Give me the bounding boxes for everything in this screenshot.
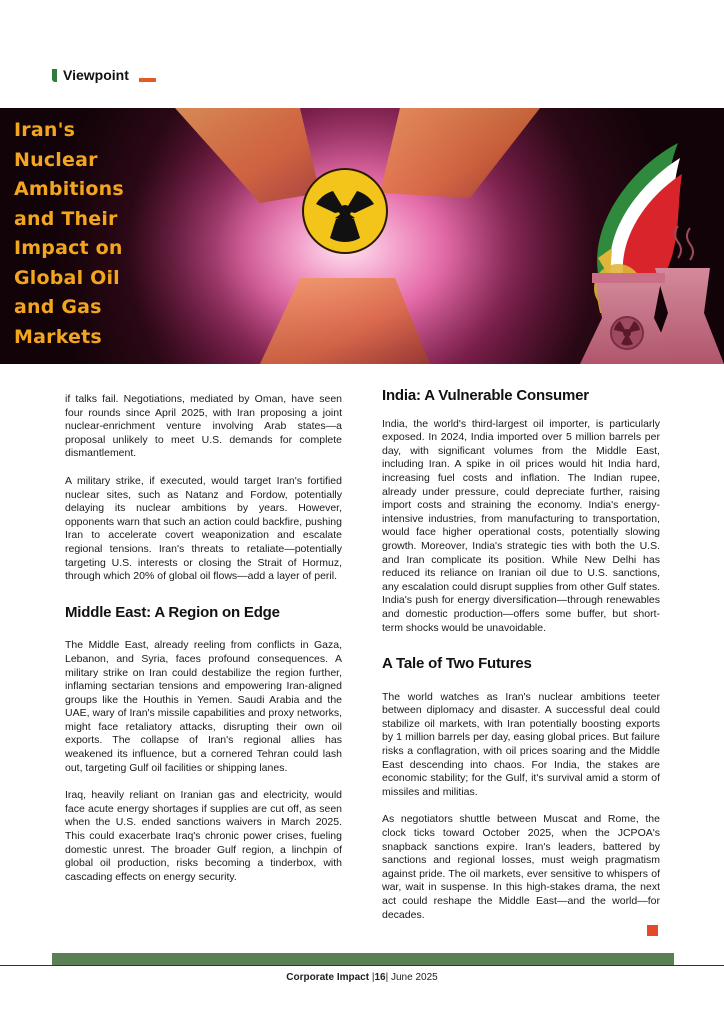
- radiation-icon: [303, 169, 387, 253]
- heading-futures: A Tale of Two Futures: [382, 655, 532, 673]
- article-end-mark: [647, 925, 658, 936]
- publication-name: Corporate Impact: [286, 972, 370, 983]
- article-column-left: [65, 393, 342, 898]
- paragraph: A military strike, if executed, would target Iran's fortified nuclear sites, such as Natanz and Fordow, potentially delaying its nuclear ambitions by years. However, opponents warn that such an action could backfire, pushing Iran to accelerate covert weaponization and escalate regional tensions. Iran's threats to retaliate—potentially targeting U.S. interests or closing the Strait of Hormuz, through which 20% of global oil flows—add a layer of peril.: [65, 474, 342, 583]
- article-title: Iran's Nuclear Ambitions and Their Impact on Global Oil and Gas Markets: [14, 119, 124, 348]
- footer-separator: |: [369, 972, 375, 983]
- page-number: 16: [374, 972, 386, 983]
- article-column-right: [382, 389, 660, 936]
- footer-bar: [52, 953, 674, 965]
- paragraph: The world watches as Iran's nuclear ambitions teeter between diplomacy and disaster. A successful deal could stabilize oil markets, with Iran potentially boosting exports by 1 million barrels per day, easing global prices. But failure risks a conflagration, with oil prices soaring and the Middle East descending into chaos. For India, the stakes are economic stability; for the Gulf, it's survival amid a storm of missiles and militias.: [382, 690, 660, 798]
- paragraph: As negotiators shuttle between Muscat and Rome, the clock ticks toward October 2025, when the JCPOA's snapback sanctions expire. Iran's leaders, battered by sanctions and regional losses, must weigh pragmatism against pride. The oil markets, ever sensitive to whispers of war, wait in suspense. In this high-stakes drama, the next act could reshape the Middle East—and the world—for decades.: [382, 813, 660, 921]
- paragraph: The Middle East, already reeling from conflicts in Gaza, Lebanon, and Syria, faces profound consequences. A military strike on Iran could destabilize the region further, inflaming sectarian tensions and empowering Iran-aligned groups like the Houthis in Yemen. Saudi Arabia and the UAE, wary of Iran's missile capabilities and proxy networks, might face retaliatory attacks, disrupting their own oil exports. The collapse of Iran's regional allies has weakened its influence, but a cornered Tehran could lash out, targeting Gulf oil facilities or shipping lanes.: [65, 639, 342, 774]
- hero-banner: [0, 108, 724, 364]
- paragraph: Iraq, heavily reliant on Iranian gas and electricity, would face acute energy shortages if supplies are cut off, as seen when the U.S. ended sanctions waivers in March 2025. This could exacerbate Iraq's chronic power crises, fueling domestic unrest. The broader Gulf region, a linchpin of global oil production, risks becoming a tinderbox, with cascading effects on energy security.: [65, 789, 342, 883]
- heading-india: India: A Vulnerable Consumer: [382, 387, 589, 404]
- footer-rule: [0, 965, 724, 966]
- page-footer: [0, 972, 724, 983]
- heading-middle-east: Middle East: A Region on Edge: [65, 603, 280, 621]
- paragraph: if talks fail. Negotiations, mediated by Oman, have seen four rounds since April 2025, with Iran proposing a joint nuclear-enrichment venture involving Arab states—a proposal unlikely to meet U.S. demands for complete dismantlement.: [65, 393, 342, 460]
- section-underline: [139, 78, 156, 82]
- footer-separator: |: [385, 972, 391, 983]
- issue-date: June 2025: [390, 972, 438, 983]
- section-marker-icon: [52, 69, 57, 82]
- section-label: Viewpoint: [63, 67, 129, 83]
- section-tag: [52, 67, 156, 83]
- paragraph: India, the world's third-largest oil importer, is particularly exposed. In 2024, India imported over 5 million barrels per day, with significant volumes from the Middle East, including Iran. A spike in oil prices would hit India hard, increasing fuel costs and inflation. The Indian rupee, already under pressure, could depreciate further, raising import costs and straining the economy. India's energy-intensive industries, from manufacturing to transportation, would face higher operational costs, potentially slowing growth. Moreover, India's strategic ties with both the U.S. and Iran complicate its position. While New Delhi has reduced its reliance on Iranian oil due to U.S. sanctions, any escalation could disrupt supplies from other Gulf states. India's push for energy diversification—through renewables and domestic production—offers some buffer, but short-term shocks would be unavoidable.: [382, 417, 660, 634]
